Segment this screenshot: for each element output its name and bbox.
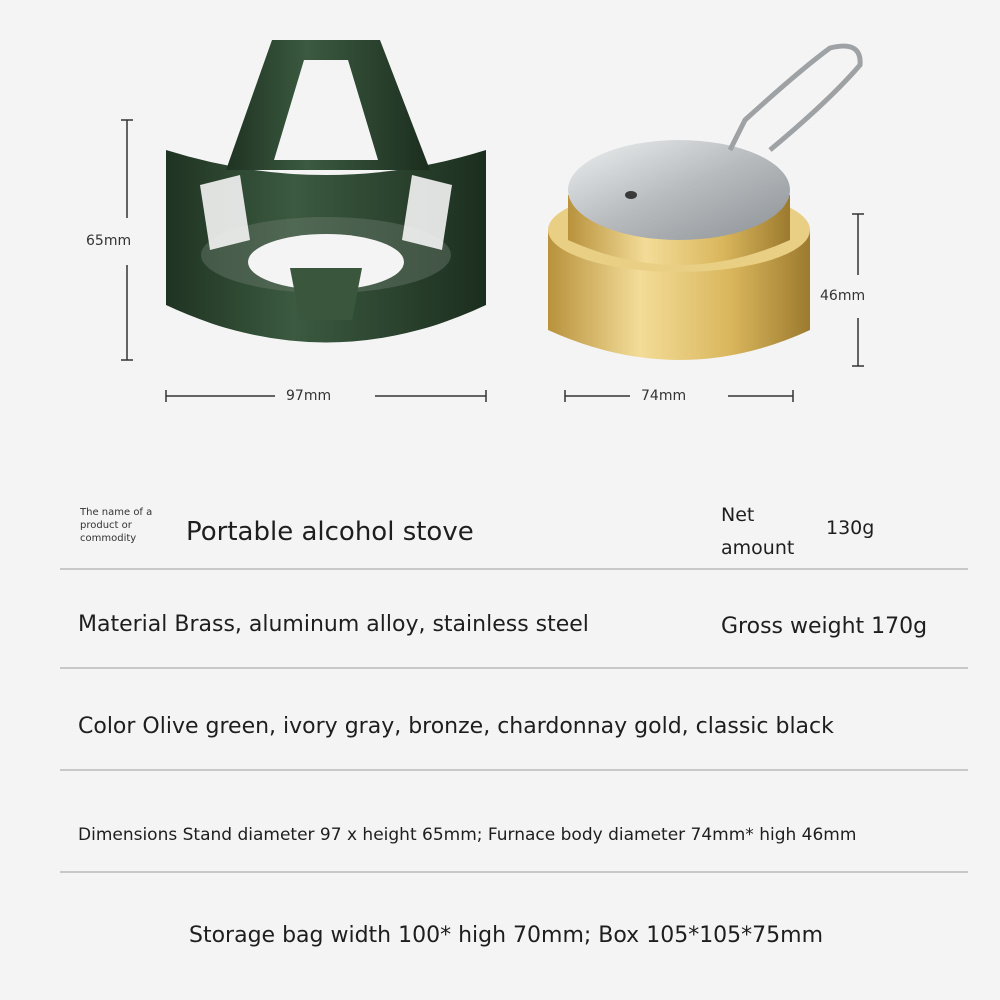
color-text: Color Olive green, ivory gray, bronze, chardonnay gold, classic black <box>78 714 834 739</box>
product-name: Portable alcohol stove <box>186 517 474 547</box>
net-amount-label: Net amount <box>721 504 795 559</box>
product-illustration <box>0 0 1000 440</box>
stand-height-label: 65mm <box>86 233 132 249</box>
storage-text: Storage bag width 100* high 70mm; Box 105*105*75mm <box>189 923 824 948</box>
row-divider <box>60 568 968 570</box>
burner-diameter-label: 74mm <box>641 388 687 404</box>
row-divider <box>60 769 968 771</box>
stand-diameter-label: 97mm <box>286 388 332 404</box>
burner-height-label: 46mm <box>820 288 866 304</box>
burner-image <box>548 46 860 360</box>
row-divider <box>60 667 968 669</box>
stand-image <box>166 40 486 343</box>
gross-weight-text: Gross weight 170g <box>721 614 928 639</box>
material-text: Material Brass, aluminum alloy, stainless steel <box>78 612 589 637</box>
row-divider <box>60 871 968 873</box>
net-amount-value: 130g <box>826 517 875 539</box>
product-figure <box>0 0 1000 440</box>
name-label: The name of a product or commodity <box>80 507 153 544</box>
dimensions-text: Dimensions Stand diameter 97 x height 65mm; Furnace body diameter 74mm* high 46mm <box>78 825 857 845</box>
